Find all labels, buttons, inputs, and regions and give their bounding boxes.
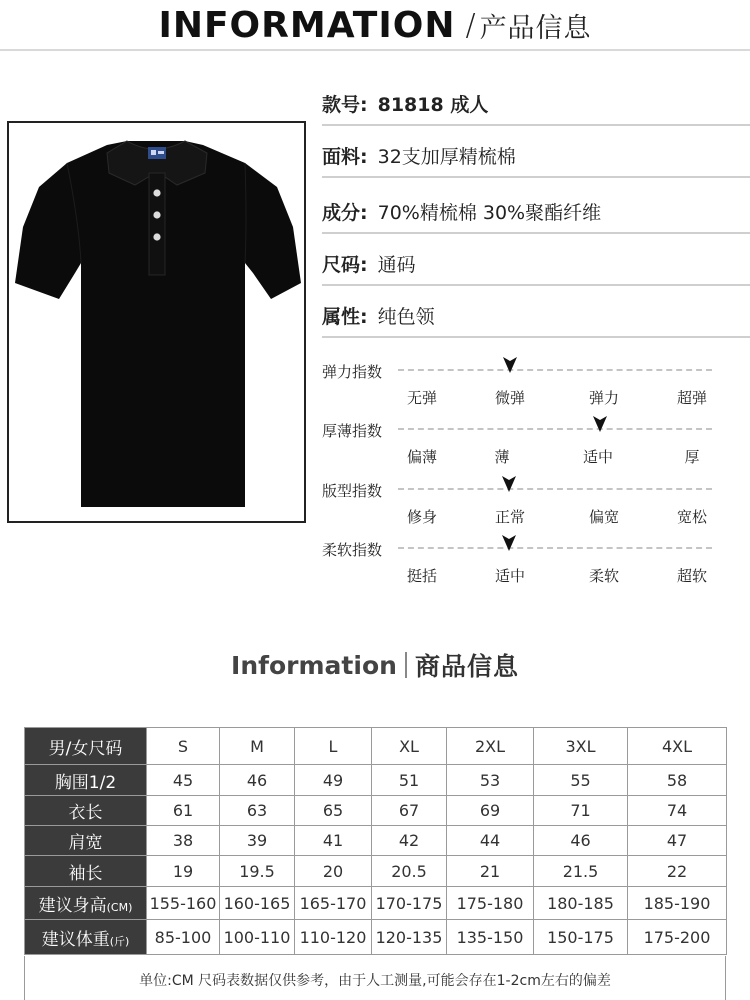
row-label: 胸围1/2 xyxy=(25,765,147,796)
index-track xyxy=(398,488,712,490)
table-row xyxy=(25,796,727,826)
spec-value: 81818 成人 xyxy=(377,93,489,116)
table-row xyxy=(25,856,727,887)
table-cell: 74 xyxy=(628,796,727,826)
table-cell: 160-165 xyxy=(220,887,295,920)
index-option: 适中 xyxy=(582,448,614,466)
brand-label-icon xyxy=(148,147,166,159)
spec-row-fabric xyxy=(322,134,750,178)
index-track xyxy=(398,369,712,371)
table-header-label: 男/女尺码 xyxy=(25,728,147,765)
index-option: 适中 xyxy=(494,567,526,585)
table-cell: 51 xyxy=(372,765,447,796)
index-option: 微弹 xyxy=(494,389,526,407)
index-track xyxy=(398,547,712,549)
table-row xyxy=(25,920,727,955)
row-label xyxy=(25,920,147,955)
spec-value: 通码 xyxy=(377,253,416,276)
index-track xyxy=(398,428,712,430)
header-divider xyxy=(0,49,750,51)
spec-key: 尺码: xyxy=(322,253,368,276)
index-option: 柔软 xyxy=(588,567,620,585)
table-cell: 120-135 xyxy=(372,920,447,955)
table-cell: 39 xyxy=(220,826,295,856)
table-cell: 65 xyxy=(295,796,372,826)
row-label xyxy=(25,887,147,920)
size-header-cell: 2XL xyxy=(447,728,534,765)
size-note: 单位:CM 尺码表数据仅供参考，由于人工测量,可能会存在1-2cm左右的偏差 xyxy=(139,973,611,989)
index-fit xyxy=(322,480,750,540)
table-cell: 22 xyxy=(628,856,727,887)
spec-value: 32支加厚精梳棉 xyxy=(377,145,516,168)
index-elasticity xyxy=(322,361,750,421)
table-cell: 20 xyxy=(295,856,372,887)
spec-row-style-number xyxy=(322,82,750,126)
table-row xyxy=(25,826,727,856)
table-cell: 21 xyxy=(447,856,534,887)
table-row xyxy=(25,765,727,796)
table-cell: 19 xyxy=(147,856,220,887)
size-header-cell: L xyxy=(295,728,372,765)
row-label: 袖长 xyxy=(25,856,147,887)
index-softness xyxy=(322,539,750,599)
spec-key: 款号: xyxy=(322,93,368,116)
index-option: 偏宽 xyxy=(588,508,620,526)
table-cell: 49 xyxy=(295,765,372,796)
table-cell: 100-110 xyxy=(220,920,295,955)
table-cell: 44 xyxy=(447,826,534,856)
row-label-text: 建议体重 xyxy=(41,929,110,950)
index-option: 薄 xyxy=(494,448,510,466)
size-header-cell: S xyxy=(147,728,220,765)
spec-row-composition xyxy=(322,190,750,234)
down-arrowhead-icon xyxy=(502,476,516,492)
size-chart-table xyxy=(24,727,727,955)
index-option: 修身 xyxy=(406,508,438,526)
index-option: 厚 xyxy=(684,448,700,466)
spec-value: 70%精梳棉 30%聚酯纤维 xyxy=(377,201,602,224)
table-cell: 63 xyxy=(220,796,295,826)
table-cell: 180-185 xyxy=(534,887,628,920)
table-cell: 185-190 xyxy=(628,887,727,920)
spec-key: 成分: xyxy=(322,201,368,224)
index-option: 正常 xyxy=(494,508,526,526)
polo-shirt-image xyxy=(9,123,304,521)
spec-row-attribute xyxy=(322,294,750,338)
size-header-cell: M xyxy=(220,728,295,765)
table-cell: 42 xyxy=(372,826,447,856)
header-title-en: INFORMATION xyxy=(158,4,456,46)
table-cell: 67 xyxy=(372,796,447,826)
header-title-zh: 产品信息 xyxy=(479,12,592,44)
table-cell: 85-100 xyxy=(147,920,220,955)
table-cell: 53 xyxy=(447,765,534,796)
row-label-unit: (斤) xyxy=(109,934,130,948)
index-option: 弹力 xyxy=(588,389,620,407)
size-header-cell: 3XL xyxy=(534,728,628,765)
table-cell: 61 xyxy=(147,796,220,826)
index-option: 超弹 xyxy=(676,389,708,407)
table-cell: 175-200 xyxy=(628,920,727,955)
index-thickness xyxy=(322,420,750,480)
product-image xyxy=(7,121,306,523)
size-header-cell: XL xyxy=(372,728,447,765)
row-label-text: 建议身高 xyxy=(38,895,107,916)
table-cell: 46 xyxy=(220,765,295,796)
header-separator: / xyxy=(465,7,476,43)
size-header-cell: 4XL xyxy=(628,728,727,765)
section-title-zh: 商品信息 xyxy=(414,652,519,681)
spec-value: 纯色领 xyxy=(377,305,435,328)
table-cell: 41 xyxy=(295,826,372,856)
table-header-row xyxy=(25,728,727,765)
spec-key: 属性: xyxy=(322,305,368,328)
table-cell: 155-160 xyxy=(147,887,220,920)
section-heading xyxy=(0,643,750,687)
section-title-en: Information xyxy=(231,650,397,680)
row-label-unit: (CM) xyxy=(106,900,133,914)
table-cell: 21.5 xyxy=(534,856,628,887)
table-cell: 165-170 xyxy=(295,887,372,920)
table-cell: 135-150 xyxy=(447,920,534,955)
row-label: 肩宽 xyxy=(25,826,147,856)
index-option: 宽松 xyxy=(676,508,708,526)
table-cell: 71 xyxy=(534,796,628,826)
page-header xyxy=(0,0,750,50)
table-cell: 170-175 xyxy=(372,887,447,920)
index-option: 无弹 xyxy=(406,389,438,407)
index-option: 挺括 xyxy=(406,567,438,585)
table-cell: 19.5 xyxy=(220,856,295,887)
index-label: 柔软指数 xyxy=(322,541,383,559)
spec-key: 面料: xyxy=(322,145,368,168)
row-label: 衣长 xyxy=(25,796,147,826)
index-option: 超软 xyxy=(676,567,708,585)
table-cell: 20.5 xyxy=(372,856,447,887)
down-arrowhead-icon xyxy=(502,535,516,551)
table-cell: 55 xyxy=(534,765,628,796)
spec-row-size xyxy=(322,242,750,286)
table-cell: 45 xyxy=(147,765,220,796)
table-cell: 58 xyxy=(628,765,727,796)
table-cell: 110-120 xyxy=(295,920,372,955)
table-cell: 47 xyxy=(628,826,727,856)
table-cell: 46 xyxy=(534,826,628,856)
index-label: 版型指数 xyxy=(322,482,383,500)
table-cell: 69 xyxy=(447,796,534,826)
table-cell: 38 xyxy=(147,826,220,856)
index-label: 弹力指数 xyxy=(322,363,383,381)
table-row xyxy=(25,887,727,920)
down-arrowhead-icon xyxy=(503,357,517,373)
table-cell: 150-175 xyxy=(534,920,628,955)
down-arrowhead-icon xyxy=(593,416,607,432)
index-label: 厚薄指数 xyxy=(322,422,383,440)
section-divider xyxy=(405,652,407,678)
table-cell: 175-180 xyxy=(447,887,534,920)
index-option: 偏薄 xyxy=(406,448,438,466)
